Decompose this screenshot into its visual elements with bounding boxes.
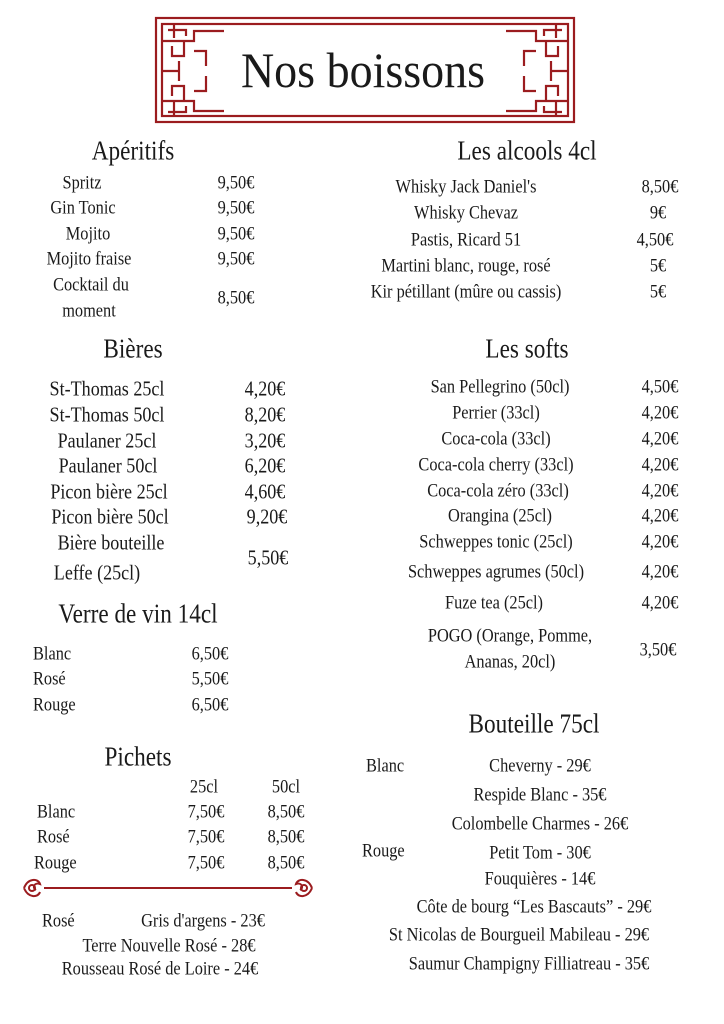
wine-item: St Nicolas de Bourgueil Mabileau - 29€ xyxy=(388,924,650,946)
menu-item-price: 5,50€ xyxy=(247,545,289,570)
menu-item-name: Bière bouteille xyxy=(57,530,165,555)
softs-heading: Les softs xyxy=(485,333,569,364)
menu-item-name: Rosé xyxy=(37,826,70,848)
menu-item-price: 8,50€ xyxy=(267,852,305,874)
menu-item-name: Ananas, 20cl) xyxy=(464,651,556,673)
menu-item-price: 9,20€ xyxy=(246,504,288,529)
wine-item: Fouquières - 14€ xyxy=(484,868,596,890)
wine-item: Terre Nouvelle Rosé - 28€ xyxy=(82,935,256,957)
menu-item-price: 4,20€ xyxy=(641,428,679,450)
column-header: 50cl xyxy=(271,776,301,798)
menu-item-name: Paulaner 50cl xyxy=(58,453,158,478)
menu-item-price: 6,20€ xyxy=(244,453,286,478)
wine-item: Rousseau Rosé de Loire - 24€ xyxy=(61,958,259,980)
menu-item-name: Coca-cola zéro (33cl) xyxy=(427,480,569,502)
wine-item: Côte de bourg “Les Bascauts” - 29€ xyxy=(416,896,652,918)
page-title: Nos boissons xyxy=(240,42,486,98)
wine-item: Gris d'argens - 23€ xyxy=(141,910,265,932)
menu-item-name: Cocktail du xyxy=(53,274,129,296)
menu-item-name: Perrier (33cl) xyxy=(452,402,540,424)
menu-item-name: Coca-cola cherry (33cl) xyxy=(418,454,574,476)
menu-item-price: 4,20€ xyxy=(641,454,679,476)
menu-item-price: 4,20€ xyxy=(641,480,679,502)
menu-item-price: 4,20€ xyxy=(641,531,679,553)
wine-item: Colombelle Charmes - 26€ xyxy=(451,813,629,835)
wine-item: Cheverny - 29€ xyxy=(489,755,591,777)
menu-item-price: 7,50€ xyxy=(187,852,225,874)
menu-item-price: 4,60€ xyxy=(244,479,286,504)
menu-item-name: Rosé xyxy=(33,668,66,690)
menu-item-price: 9€ xyxy=(649,202,667,224)
wine-item: Respide Blanc - 35€ xyxy=(473,784,607,806)
menu-item-name: Pastis, Ricard 51 xyxy=(410,229,522,251)
menu-item-price: 3,20€ xyxy=(244,428,286,453)
verre-vin-heading: Verre de vin 14cl xyxy=(58,598,218,629)
menu-item-price: 4,20€ xyxy=(244,376,286,401)
menu-item-name: St-Thomas 50cl xyxy=(49,402,165,427)
menu-item-price: 8,50€ xyxy=(267,826,305,848)
menu-item-name: Leffe (25cl) xyxy=(53,560,141,585)
menu-item-price: 9,50€ xyxy=(217,223,255,245)
menu-item-name: Schweppes tonic (25cl) xyxy=(419,531,573,553)
menu-item-name: Martini blanc, rouge, rosé xyxy=(381,255,551,277)
menu-item-price: 9,50€ xyxy=(217,248,255,270)
menu-item-name: Mojito xyxy=(65,223,111,245)
menu-item-price: 4,20€ xyxy=(641,561,679,583)
aperitifs-heading: Apéritifs xyxy=(91,135,175,166)
menu-item-price: 4,50€ xyxy=(636,229,674,251)
menu-item-price: 3,50€ xyxy=(639,639,677,661)
menu-item-price: 8,50€ xyxy=(641,176,679,198)
menu-item-name: Fuze tea (25cl) xyxy=(445,592,543,614)
menu-item-price: 4,20€ xyxy=(641,505,679,527)
menu-item-price: 6,50€ xyxy=(191,643,229,665)
menu-item-name: Whisky Jack Daniel's xyxy=(395,176,537,198)
column-header: 25cl xyxy=(189,776,219,798)
alcools-heading: Les alcools 4cl xyxy=(457,135,597,166)
wine-item: Saumur Champigny Filliatreau - 35€ xyxy=(408,953,650,975)
menu-item-name: Whisky Chevaz xyxy=(414,202,518,224)
menu-item-price: 4,50€ xyxy=(641,376,679,398)
menu-item-price: 4,20€ xyxy=(641,402,679,424)
menu-item-name: San Pellegrino (50cl) xyxy=(430,376,570,398)
menu-item-name: Rouge xyxy=(33,694,76,716)
menu-item-price: 5€ xyxy=(649,281,667,303)
menu-item-price: 8,20€ xyxy=(244,402,286,427)
menu-item-name: POGO (Orange, Pomme, xyxy=(427,625,593,647)
menu-item-price: 8,50€ xyxy=(217,287,255,309)
menu-item-name: Picon bière 25cl xyxy=(50,479,168,504)
wine-item: Petit Tom - 30€ xyxy=(489,842,591,864)
menu-item-price: 9,50€ xyxy=(217,197,255,219)
menu-item-name: Gin Tonic xyxy=(50,197,116,219)
menu-item-price: 7,50€ xyxy=(187,826,225,848)
menu-item-name: Kir pétillant (mûre ou cassis) xyxy=(370,281,562,303)
bouteille-heading: Bouteille 75cl xyxy=(468,708,600,739)
menu-item-name: Blanc xyxy=(33,643,72,665)
pichets-heading: Pichets xyxy=(104,741,172,772)
menu-item-name: St-Thomas 25cl xyxy=(49,376,165,401)
menu-item-name: Coca-cola (33cl) xyxy=(441,428,551,450)
rouge-label: Rouge xyxy=(362,840,405,862)
menu-item-price: 8,50€ xyxy=(267,801,305,823)
menu-item-price: 9,50€ xyxy=(217,172,255,194)
menu-item-name: Orangina (25cl) xyxy=(448,505,552,527)
menu-item-price: 5,50€ xyxy=(191,668,229,690)
bieres-heading: Bières xyxy=(103,333,163,364)
blanc-label: Blanc xyxy=(366,755,405,777)
ornamental-divider xyxy=(20,876,316,900)
menu-item-name: Rouge xyxy=(34,852,77,874)
menu-item-price: 6,50€ xyxy=(191,694,229,716)
rose-label: Rosé xyxy=(42,910,75,932)
menu-item-name: Paulaner 25cl xyxy=(57,428,157,453)
menu-item-name: Schweppes agrumes (50cl) xyxy=(407,561,585,583)
menu-item-name: moment xyxy=(62,300,116,322)
menu-item-name: Mojito fraise xyxy=(46,248,132,270)
menu-item-name: Picon bière 50cl xyxy=(51,504,169,529)
menu-item-price: 7,50€ xyxy=(187,801,225,823)
menu-item-name: Spritz xyxy=(62,172,102,194)
menu-item-price: 4,20€ xyxy=(641,592,679,614)
menu-item-price: 5€ xyxy=(649,255,667,277)
menu-item-name: Blanc xyxy=(37,801,76,823)
